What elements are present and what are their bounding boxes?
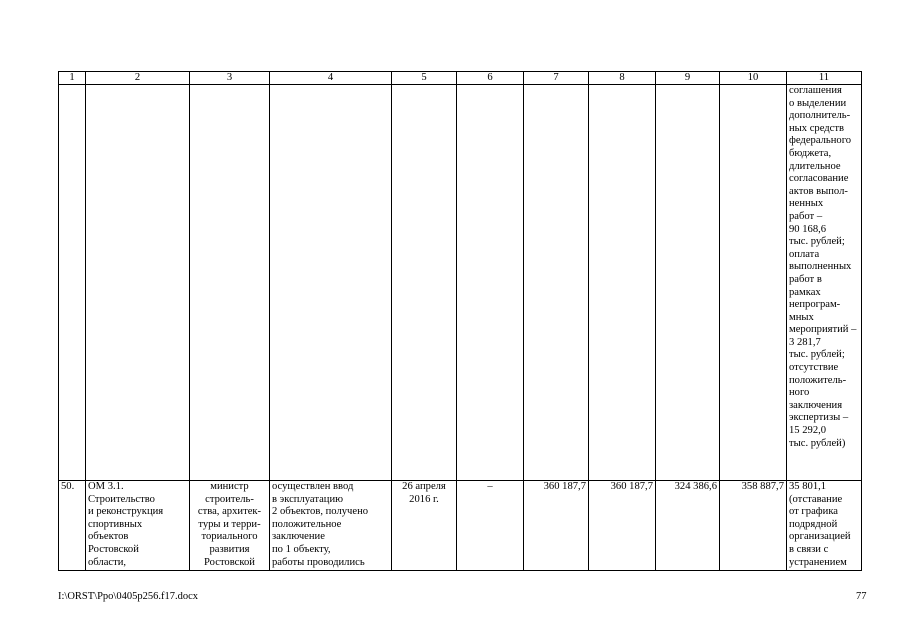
col-header: 10 <box>720 72 787 85</box>
cell-line: ного <box>789 387 810 399</box>
cell-line: работы проводились <box>272 556 365 568</box>
row-number: 50. <box>59 481 86 571</box>
col-header: 5 <box>392 72 457 85</box>
cell-line: выполненных <box>789 261 852 273</box>
cell-line: строитель- <box>205 493 254 505</box>
cell-line: тыс. рублей; <box>789 349 845 361</box>
cell-line: 2016 г. <box>409 493 439 505</box>
cell-line: заключение <box>272 531 325 543</box>
cell-line: министр <box>210 481 249 492</box>
cell-line: работ – <box>789 210 823 222</box>
cell-line: ства, архитек- <box>197 506 262 518</box>
cell-line: по 1 объекту, <box>272 543 331 555</box>
cell-line: актов выпол- <box>789 185 848 197</box>
cell-line: 26 апреля <box>402 481 446 492</box>
col6-value: – <box>457 481 524 571</box>
cell-line: 15 292,0 <box>789 425 827 437</box>
cell-line: в связи с <box>789 543 829 555</box>
cell-line: Строительство <box>88 493 155 505</box>
cell-line: рамках <box>789 286 821 298</box>
cell-line: спортивных <box>88 518 143 530</box>
cell-line: объектов <box>88 531 129 543</box>
cell-line: мероприятий – <box>789 324 857 336</box>
cell-line: мных <box>789 311 814 323</box>
cell-line: Ростовской <box>88 543 139 555</box>
cell-line: оплата <box>789 248 820 260</box>
col-header: 4 <box>270 72 392 85</box>
cell-line: 90 168,6 <box>789 223 827 235</box>
cell-line: туры и терри- <box>198 518 261 530</box>
cell-line: (отставание <box>789 493 843 505</box>
cell-line: отсутствие <box>789 362 839 374</box>
continuation-row <box>59 85 862 481</box>
col-header: 3 <box>190 72 270 85</box>
cell-line: дополнитель- <box>789 110 851 122</box>
cell-line: устранением <box>789 556 847 568</box>
column-number-row <box>59 72 862 85</box>
cell-line: Ростовской <box>204 556 255 568</box>
cell-line: положительное <box>272 518 342 530</box>
cell-line: организацией <box>789 531 851 543</box>
cell-line: длительное <box>789 160 841 172</box>
cell-line: экспертизы – <box>789 412 849 424</box>
cell-line: соглашения <box>789 85 842 96</box>
col-header: 1 <box>59 72 86 85</box>
cell-line: бюджета, <box>789 147 832 159</box>
cell-line: 3 281,7 <box>789 336 821 348</box>
col-header: 6 <box>457 72 524 85</box>
cell-line: подрядной <box>789 518 838 530</box>
cell-line: ОМ 3.1. <box>88 481 124 492</box>
cell-line: развития <box>209 543 250 555</box>
col-header: 2 <box>86 72 190 85</box>
cell-line: федерального <box>789 135 852 147</box>
cell-line: тыс. рублей; <box>789 236 845 248</box>
file-path: I:\ORST\Ppo\0405p256.f17.docx <box>58 591 199 602</box>
cell-line: ненных <box>789 198 824 210</box>
col11-notes <box>787 481 862 571</box>
cell-line: заключения <box>789 399 843 411</box>
cell-line: работ в <box>789 273 822 285</box>
cell-line: положитель- <box>789 374 847 386</box>
cell-line: тыс. рублей) <box>789 437 846 449</box>
cell-line: ных средств <box>789 122 845 134</box>
completion-date <box>392 481 457 571</box>
event-name <box>86 481 190 571</box>
cell-line: 35 801,1 <box>789 481 827 492</box>
col7-value: 360 187,7 <box>524 481 589 571</box>
col10-value: 358 887,7 <box>720 481 787 571</box>
cell-line: о выделении <box>789 97 847 109</box>
continuation-notes <box>787 85 862 481</box>
col9-value: 324 386,6 <box>656 481 720 571</box>
responsible-executor <box>190 481 270 571</box>
cell-line: и реконструкция <box>88 506 164 518</box>
cell-line: области, <box>88 556 127 568</box>
col-header: 11 <box>787 72 862 85</box>
col8-value: 360 187,7 <box>589 481 656 571</box>
cell-line: непрограм- <box>789 299 841 311</box>
report-table <box>58 71 862 571</box>
col-header: 8 <box>589 72 656 85</box>
cell-line: согласование <box>789 173 849 185</box>
table-row <box>59 481 862 571</box>
page-number: 77 <box>856 591 867 602</box>
cell-line: 2 объектов, получено <box>272 506 369 518</box>
cell-line: осуществлен ввод <box>272 481 354 492</box>
cell-line: в эксплуатацию <box>272 493 344 505</box>
cell-line: от графика <box>789 506 839 518</box>
col-header: 7 <box>524 72 589 85</box>
cell-line: ториального <box>201 531 258 543</box>
result-description <box>270 481 392 571</box>
col-header: 9 <box>656 72 720 85</box>
